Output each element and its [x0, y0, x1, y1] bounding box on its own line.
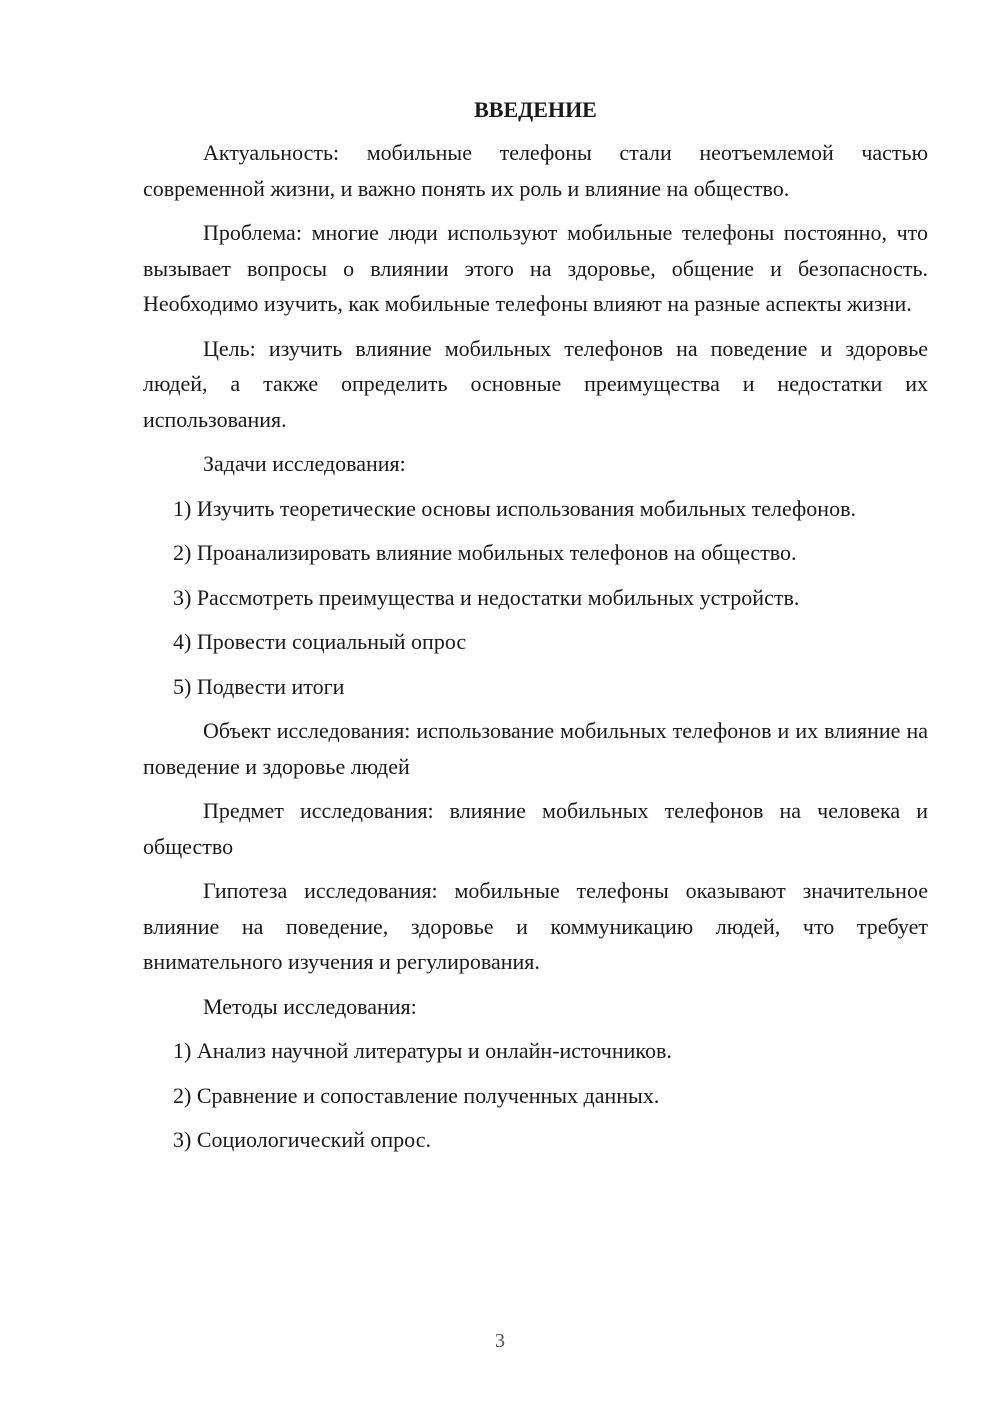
document-body: [143, 92, 928, 1167]
task-item: 1) Изучить теоретические основы использования мобильных телефонов.: [173, 495, 856, 521]
method-item: 3) Социологический опрос.: [173, 1127, 431, 1152]
task-item: 5) Подвести итоги: [173, 673, 345, 699]
methods-heading: Методы исследования:: [203, 993, 417, 1019]
object-paragraph: Объект исследования: использование мобильных телефонов и их влияние на поведение и здоровье людей: [143, 718, 928, 779]
task-item: 4) Провести социальный опрос: [173, 629, 467, 654]
page-number: 3: [495, 1330, 505, 1352]
method-item: 2) Сравнение и сопоставление полученных данных.: [173, 1082, 660, 1108]
task-item: 2) Проанализировать влияние мобильных телефонов на общество.: [173, 540, 797, 565]
goal-paragraph: Цель: изучить влияние мобильных телефонов на поведение и здоровье людей, а также определить основные преимущества и недостатки их использования.: [143, 335, 928, 432]
hypothesis-paragraph: Гипотеза исследования: мобильные телефоны оказывают значительное влияние на поведение, здоровье и коммуникацию людей, что требует внимательного изучения и регулирования.: [143, 878, 928, 974]
method-item: 1) Анализ научной литературы и онлайн-источников.: [173, 1038, 672, 1063]
relevance-paragraph: Актуальность: мобильные телефоны стали неотъемлемой частью современной жизни, и важно понять их роль и влияние на общество.: [143, 140, 928, 201]
subject-paragraph: Предмет исследования: влияние мобильных телефонов на человека и общество: [143, 798, 928, 859]
task-item: 3) Рассмотреть преимущества и недостатки мобильных устройств.: [173, 584, 800, 610]
tasks-heading: Задачи исследования:: [203, 451, 406, 476]
problem-paragraph: Проблема: многие люди используют мобильные телефоны постоянно, что вызывает вопросы о влиянии этого на здоровье, общение и безопасность. Необходимо изучить, как мобильные телефоны влияют на разные аспекты жизни.: [143, 220, 928, 316]
page-title: ВВЕДЕНИЕ: [474, 97, 597, 122]
